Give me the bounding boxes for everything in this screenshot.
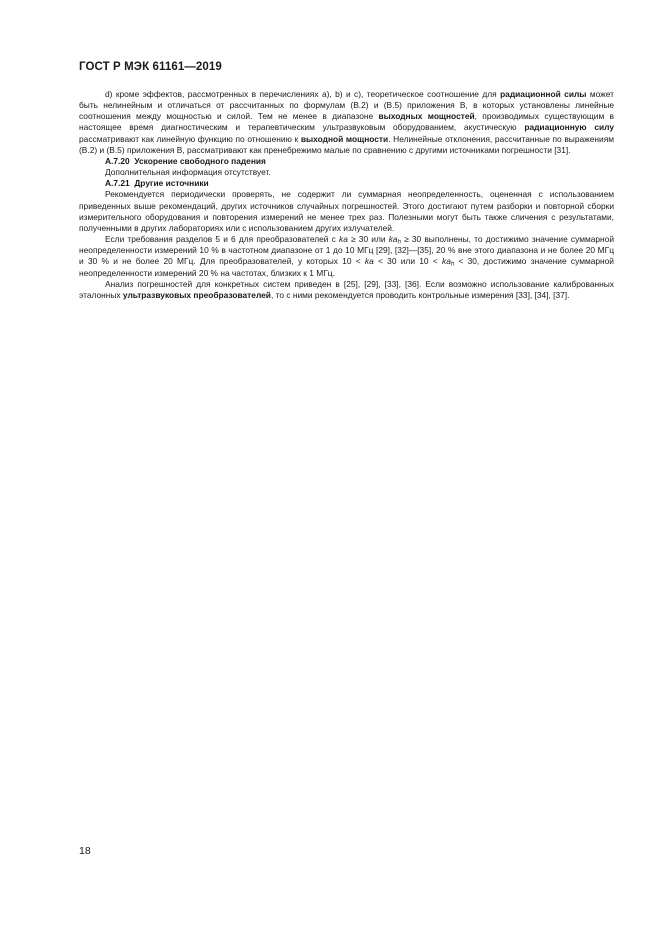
section-number: A.7.21 bbox=[105, 178, 130, 189]
paragraph-a720: Дополнительная информация отсутствует. bbox=[105, 167, 271, 178]
paragraph-item-d: d) кроме эффектов, рассмотренных в перечислениях a), b) и c), теоретическое соотношение для радиационной силы может быть нелинейным и отличаться от рассчитанных по формулам (B.2) и (B.5) приложения B, в которых установлены линейные соотношения между мощностью и силой. Тем не менее в диапазоне выходных мощностей, производимых существующим в настоящее время диагностическим и терапевтическим ультразвуковым оборудованием, акустическую радиационную силу рассматривают как линейную функцию по отношению к выходной мощности. Нелинейные отклонения, рассчитанные по выражениям (B.2) и (B.5) приложения B, рассматривают как пренебрежимо малые по сравнению с другими источниками погрешности [31]. bbox=[79, 89, 614, 155]
document-header: ГОСТ Р МЭК 61161—2019 bbox=[79, 61, 222, 73]
paragraph-analysis: Анализ погрешностей для конкретных систем приведен в [25], [29], [33], [36]. Если возможно использование калиброванных эталонных ультразвуковых преобразователей, то с ними рекомендуется проводить контрольные измерения [33], [34], [37]. bbox=[79, 278, 614, 300]
section-title: Другие источники bbox=[134, 178, 209, 189]
section-number: A.7.20 bbox=[105, 155, 130, 166]
page-number: 18 bbox=[79, 845, 91, 857]
paragraph-requirements: Если требования разделов 5 и 6 для преобразователей с ka ≥ 30 или $ka_h \ge 30$ выполнены, то достижимо значение суммарной неопределенности измерений 10 % в частотном диапазоне от 1 до 10 МГц [29], [32]—[35], 20 % вне этого диапазона и не более 20 МГц и 30 % и не более 20 МГц. Для преобразователей, у которых 10 < ka < 30 или $10 < ka_h < 30$, достижимо значение суммарной неопределенности измерений 20 % на частотах, близких к 1 МГц. bbox=[79, 234, 615, 278]
section-heading-a720 bbox=[79, 156, 614, 167]
document-body bbox=[79, 89, 614, 301]
section-title: Ускорение свободного падения bbox=[134, 155, 266, 166]
paragraph-a721: Рекомендуется периодически проверять, не содержит ли суммарная неопределенность, оцененная с использованием приведенных выше рекомендаций, других источников случайных погрешностей. Этого достигают путем разборки и повторной сборки измерительного оборудования и повторения измерений не менее трех раз. Полезными могут быть также сличения с результатами, полученными в других лабораториях или с использованием других излучателей. bbox=[79, 189, 614, 233]
section-heading-a721 bbox=[79, 178, 614, 189]
